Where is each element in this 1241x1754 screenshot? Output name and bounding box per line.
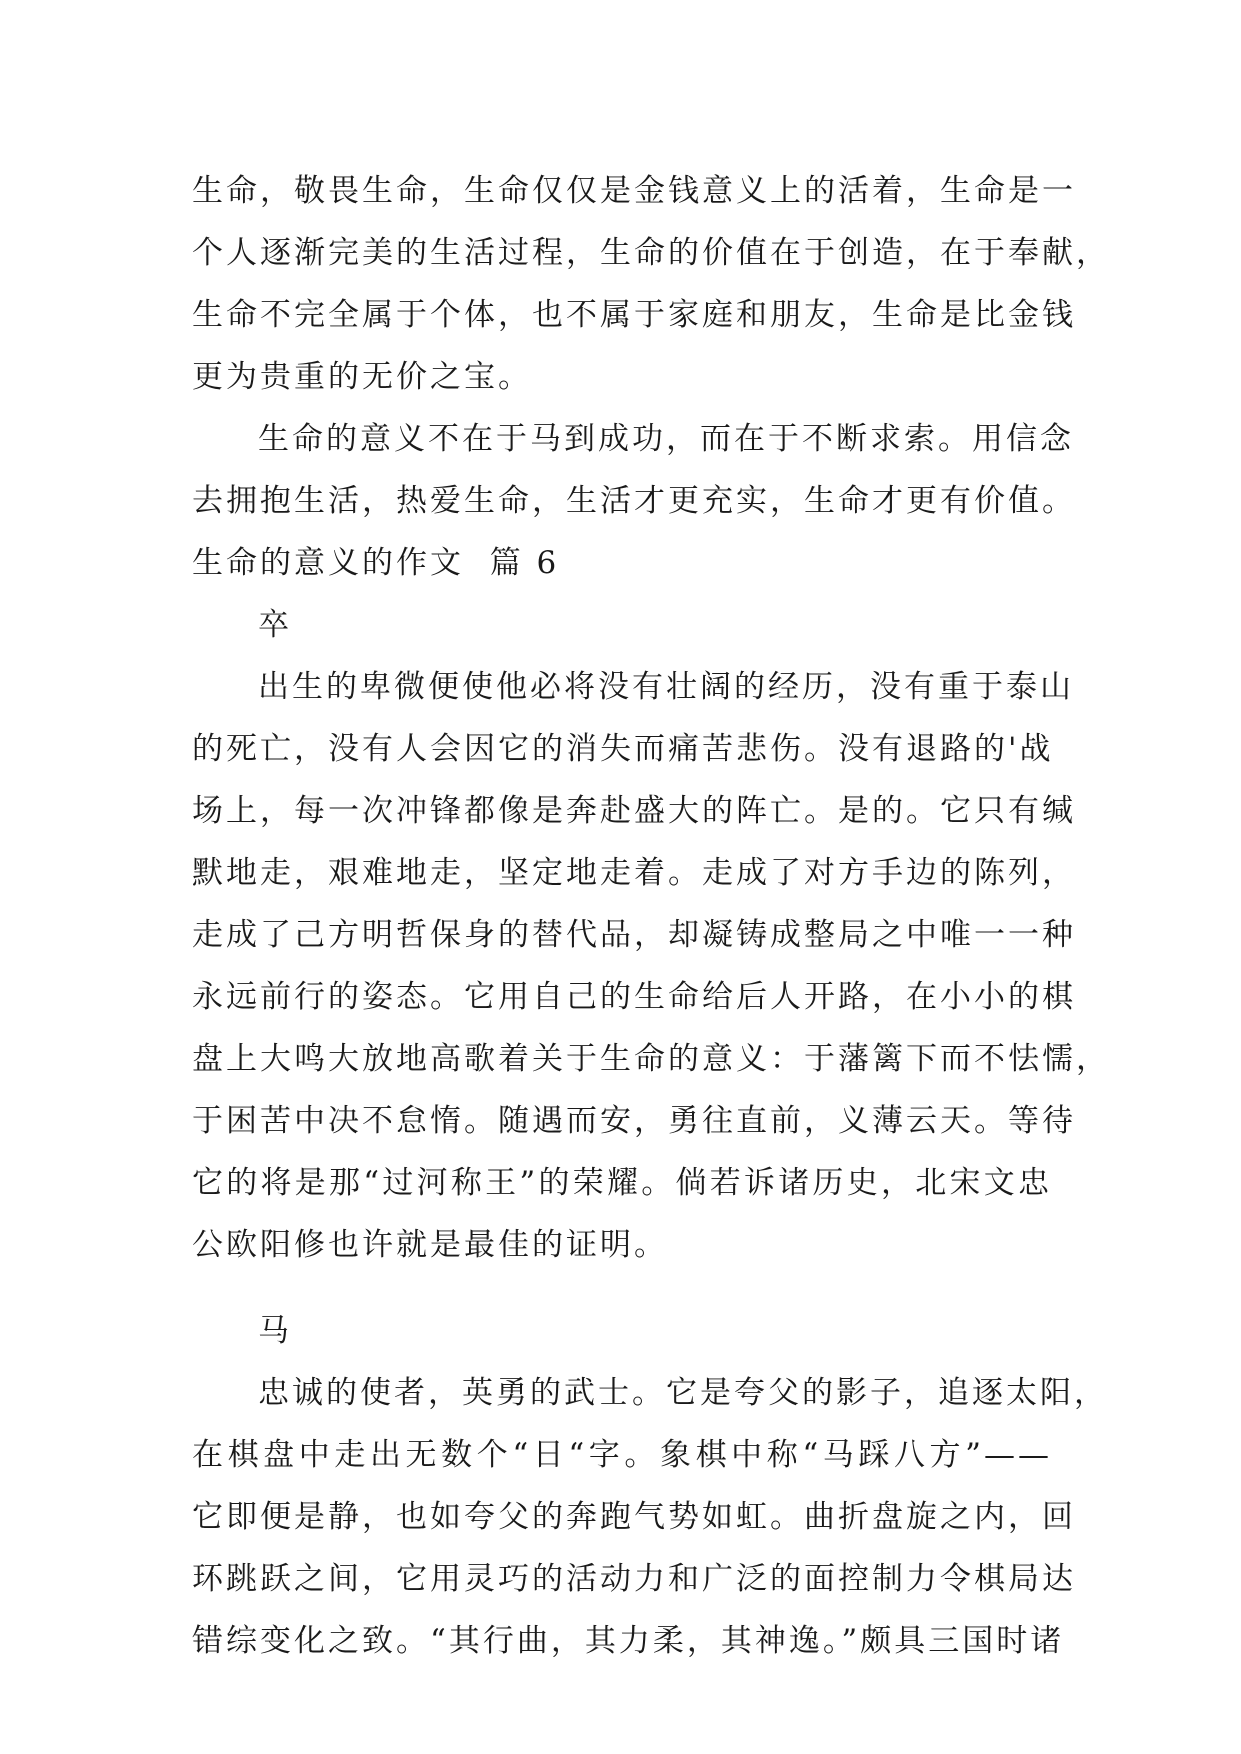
text-line: 忠诚的使者，英勇的武士。它是夸父的影子，追逐太阳， [258,1375,1108,1411]
text-line: 环跳跃之间，它用灵巧的活动力和广泛的面控制力令棋局达 [192,1561,1076,1597]
text-line: 永远前行的姿态。它用自己的生命给后人开路，在小小的棋 [192,979,1076,1015]
text-line: 生命不完全属于个体，也不属于家庭和朋友，生命是比金钱 [192,297,1076,333]
text-line: 在棋盘中走出无数个“日“字。象棋中称“马踩八方”—— [192,1437,1052,1473]
text-line: 它的将是那“过河称王”的荣耀。倘若诉诸历史，北宋文忠 [192,1165,1052,1201]
subheading-pawn: 卒 [258,607,292,643]
text-line: 更为贵重的无价之宝。 [192,359,532,395]
text-line: 个人逐渐完美的生活过程，生命的价值在于创造，在于奉献， [192,235,1110,271]
paragraph-2 [192,408,1076,532]
paragraph-4 [192,1362,1108,1672]
paragraph-1 [192,160,1110,408]
text-line: 场上，每一次冲锋都像是奔赴盛大的阵亡。是的。它只有缄 [192,793,1076,829]
text-line: 的死亡，没有人会因它的消失而痛苦悲伤。没有退路的'战 [192,731,1054,767]
text-line: 错综变化之致。“其行曲，其力柔，其神逸。”颇具三国时诸 [192,1623,1065,1659]
text-line: 去拥抱生活，热爱生命，生活才更充实，生命才更有价值。 [192,483,1076,519]
text-line: 它即便是静，也如夸父的奔跑气势如虹。曲折盘旋之内，回 [192,1499,1076,1535]
text-line: 生命的意义不在于马到成功，而在于不断求索。用信念 [258,421,1074,457]
document-body [192,160,1110,1672]
text-line: 走成了己方明哲保身的替代品，却凝铸成整局之中唯一一种 [192,917,1076,953]
text-line: 盘上大鸣大放地高歌着关于生命的意义：于藩篱下而不怯懦， [192,1041,1110,1077]
text-line: 出生的卑微便使他必将没有壮阔的经历，没有重于泰山 [258,669,1074,705]
text-line: 于困苦中决不怠惰。随遇而安，勇往直前，义薄云天。等待 [192,1103,1076,1139]
text-line: 生命，敬畏生命，生命仅仅是金钱意义上的活着，生命是一 [192,173,1076,209]
text-line: 默地走，艰难地走，坚定地走着。走成了对方手边的陈列， [192,855,1076,891]
text-line: 公欧阳修也许就是最佳的证明。 [192,1227,668,1263]
subheading-horse: 马 [258,1313,292,1349]
section-heading: 生命的意义的作文 篇 6 [192,545,560,581]
paragraph-spacer [192,1276,1052,1300]
paragraph-3 [192,656,1110,1276]
